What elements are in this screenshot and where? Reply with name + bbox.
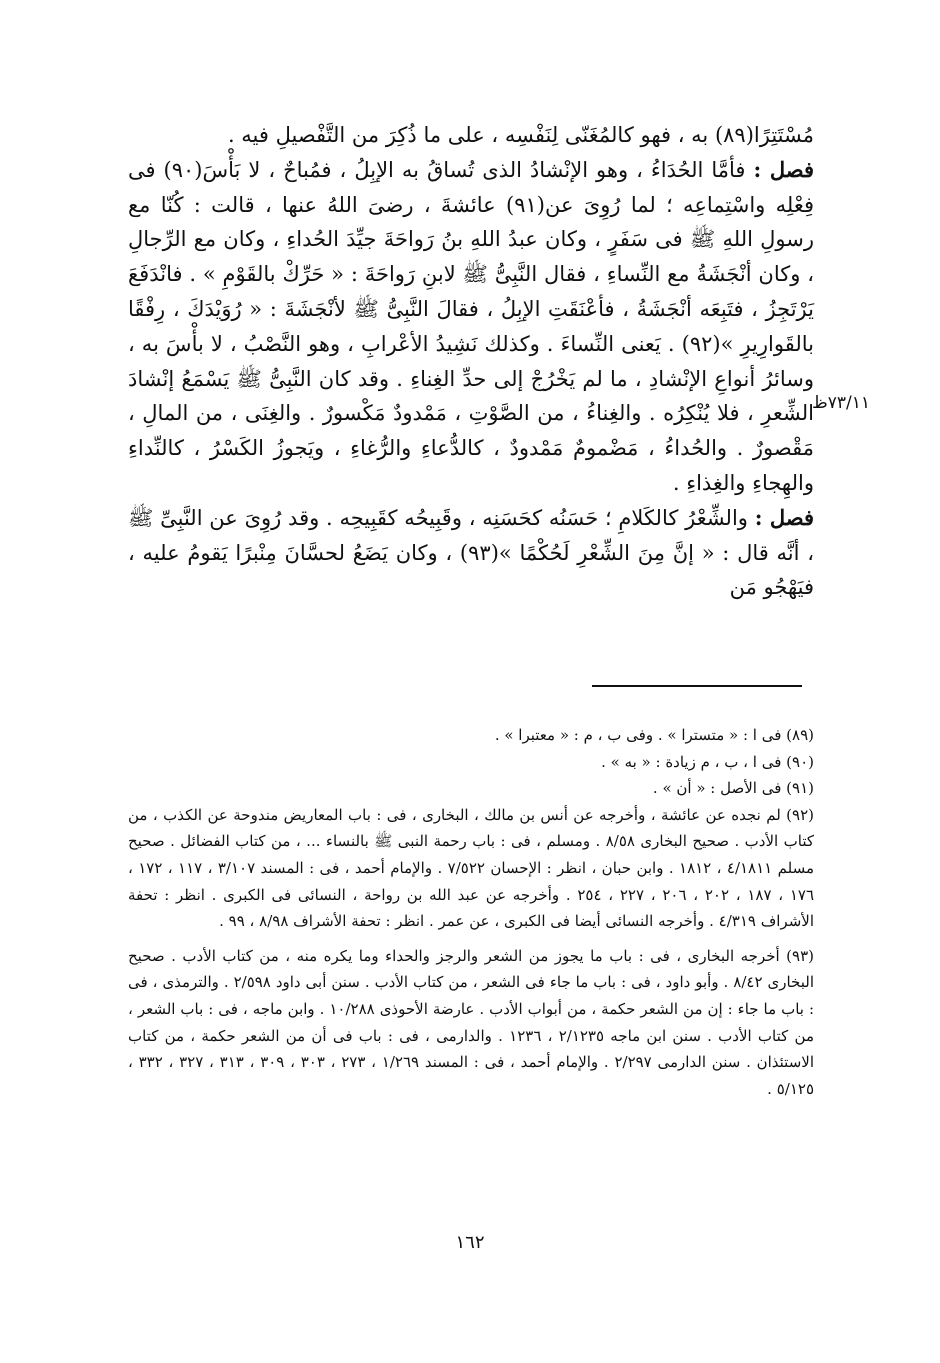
page-number: ١٦٢ (455, 1232, 485, 1253)
footnote-93: (٩٣) أخرجه البخارى ، فى : باب ما يجوز من الشعر والرجز والحداء وما يكره منه ، من كتاب الأدب . صحيح البخارى ٨/٤٢ . وأبو داود ، فى : باب ما جاء فى الشعر ، من كتاب الأدب . سنن أبى داود ٢/٥٩٨ . والترمذى ، فى : باب ما جاء : إن من الشعر حكمة ، من أبواب الأدب . عارضة الأحوذى ١٠/٢٨٨ . وابن ماجه ، فى : باب الشعر ، من كتاب الأدب . سنن ابن ماجه ٢/١٢٣٥ ، ١٢٣٦ . والدارمى ، فى : باب فى أن من الشعر حكمة ، من كتاب الاستئذان . سنن الدارمى ٢/٢٩٧ . والإمام أحمد ، فى : المسند ١/٢٦٩ ، ٢٧٣ ، ٣٠٣ ، ٣٠٩ ، ٣١٣ ، ٣٢٧ ، ٣٣٢ ، ٥/١٢٥ . (128, 946, 814, 1098)
paragraph-text: فأمَّا الحُدَاءُ ، وهو الإنْشادُ الذى تُساقُ به الإبِلُ ، فمُباحٌ ، لا بَأْسَ(٩٠) فى فِعْلِه واسْتِماعِه ؛ لما رُوِىَ عن(٩١) عائشةَ ، رضىَ اللهُ عنها ، قالت : كُنّا مع رسولِ اللهِ ﷺ فى سَفَرٍ ، وكان عبدُ اللهِ بنُ رَواحَةَ جيِّدَ الحُداءِ ، وكان مع الرِّجالِ ، وكان أنْجَشَةُ مع النِّساءِ ، فقال النَّبِىُّ ﷺ لابنِ رَواحَةَ : « حَرِّكْ بالقَوْمِ » . فانْدَفَعَ يَرْتَجِزُ ، فتَبِعَه أنْجَشَةُ ، فأعْنَقَتِ الإبِلُ ، فقالَ النَّبِىُّ ﷺ لأنْجَشَةَ : « رُوَيْدَكَ ، رِفْقًا بالقَوارِيرِ »(٩٢) . يَعنى النِّساءَ . وكذلك نَشِيدُ الأعْرابِ ، وهو النَّصْبُ ، لا بأْسَ به ، وسائرُ أنواعِ الإنْشادِ ، ما لم يَخْرُجْ إلى حدِّ الغِناءِ . وقد كان النَّبِىُّ ﷺ يَسْمَعُ إنْشادَ الشِّعرِ ، فلا يُنْكِرُه . والغِناءُ ، من الصَّوْتِ ، مَمْدودٌ مَكْسورٌ . والغِنَى ، من المالِ ، مَقْصورٌ . والحُداءُ ، مَضْمومٌ مَمْدودٌ ، كالدُّعاءِ والرُّغاءِ ، ويَجوزُ الكَسْرُ ، كالنِّداءِ والهِجاءِ والغِذاءِ . (128, 157, 814, 495)
paragraph-hadith (128, 153, 814, 501)
paragraph-text: مُسْتَتِرًا(٨٩) به ، فهو كالمُغَنّى لِنَفْسِه ، على ما ذُكِرَ من التَّفْصيلِ فيه . (227, 123, 814, 147)
footnote-90: (٩٠) فى ا ، ب ، م زيادة : « به » . (601, 752, 814, 771)
margin-note: ٧٣/١١ظ (812, 393, 870, 413)
paragraph-text: والشِّعْرُ كالكَلامِ ؛ حَسَنُه كحَسَنِه ، وقَبِيحُه كقَبِيحِه . وقد رُوِىَ عن النَّبِىِّ ﷺ ، أنَّه قال : « إنَّ مِنَ الشِّعْرِ لَحُكْمًا »(٩٣) ، وكان يَضَعُ لحسَّانَ مِنْبرًا يَقومُ عليه ، فيَهْجُو مَن (128, 505, 815, 600)
footnote-92: (٩٢) لم نجده عن عائشة ، وأخرجه عن أنس بن مالك ، البخارى ، فى : باب المعاريض مندوحة عن الكذب ، من كتاب الأدب . صحيح البخارى ٨/٥٨ . ومسلم ، فى : باب رحمة النبى ﷺ بالنساء ... ، من كتاب الفضائل . صحيح مسلم ٤/١٨١١ ، ١٨١٢ . وابن حبان ، انظر : الإحسان ٧/٥٢٢ . والإمام أحمد ، فى : المسند ٣/١٠٧ ، ١١٧ ، ١٧٢ ، ١٧٦ ، ١٨٧ ، ٢٠٢ ، ٢٠٦ ، ٢٢٧ ، ٢٥٤ . وأخرجه عن عبد الله بن رواحة ، النسائى فى الكبرى . انظر : تحفة الأشراف ٤/٣١٩ . وأخرجه النسائى أيضا فى الكبرى ، عن عمر . انظر : تحفة الأشراف ٨/٩٨ ، ٩٩ . (128, 805, 814, 931)
main-text (128, 118, 814, 605)
paragraph-continuation (128, 118, 814, 153)
footnote-divider (592, 685, 802, 687)
paragraph-poetry (128, 501, 814, 605)
footnotes (128, 722, 814, 1102)
section-heading: فصل : (754, 504, 814, 530)
section-heading: فصل : (753, 156, 814, 182)
footnote-91: (٩١) فى الأصل : « أن » . (652, 779, 814, 798)
footnote-89: (٨٩) فى ا : « متسترا » . وفى ب ، م : « معتبرا » . (494, 726, 814, 744)
